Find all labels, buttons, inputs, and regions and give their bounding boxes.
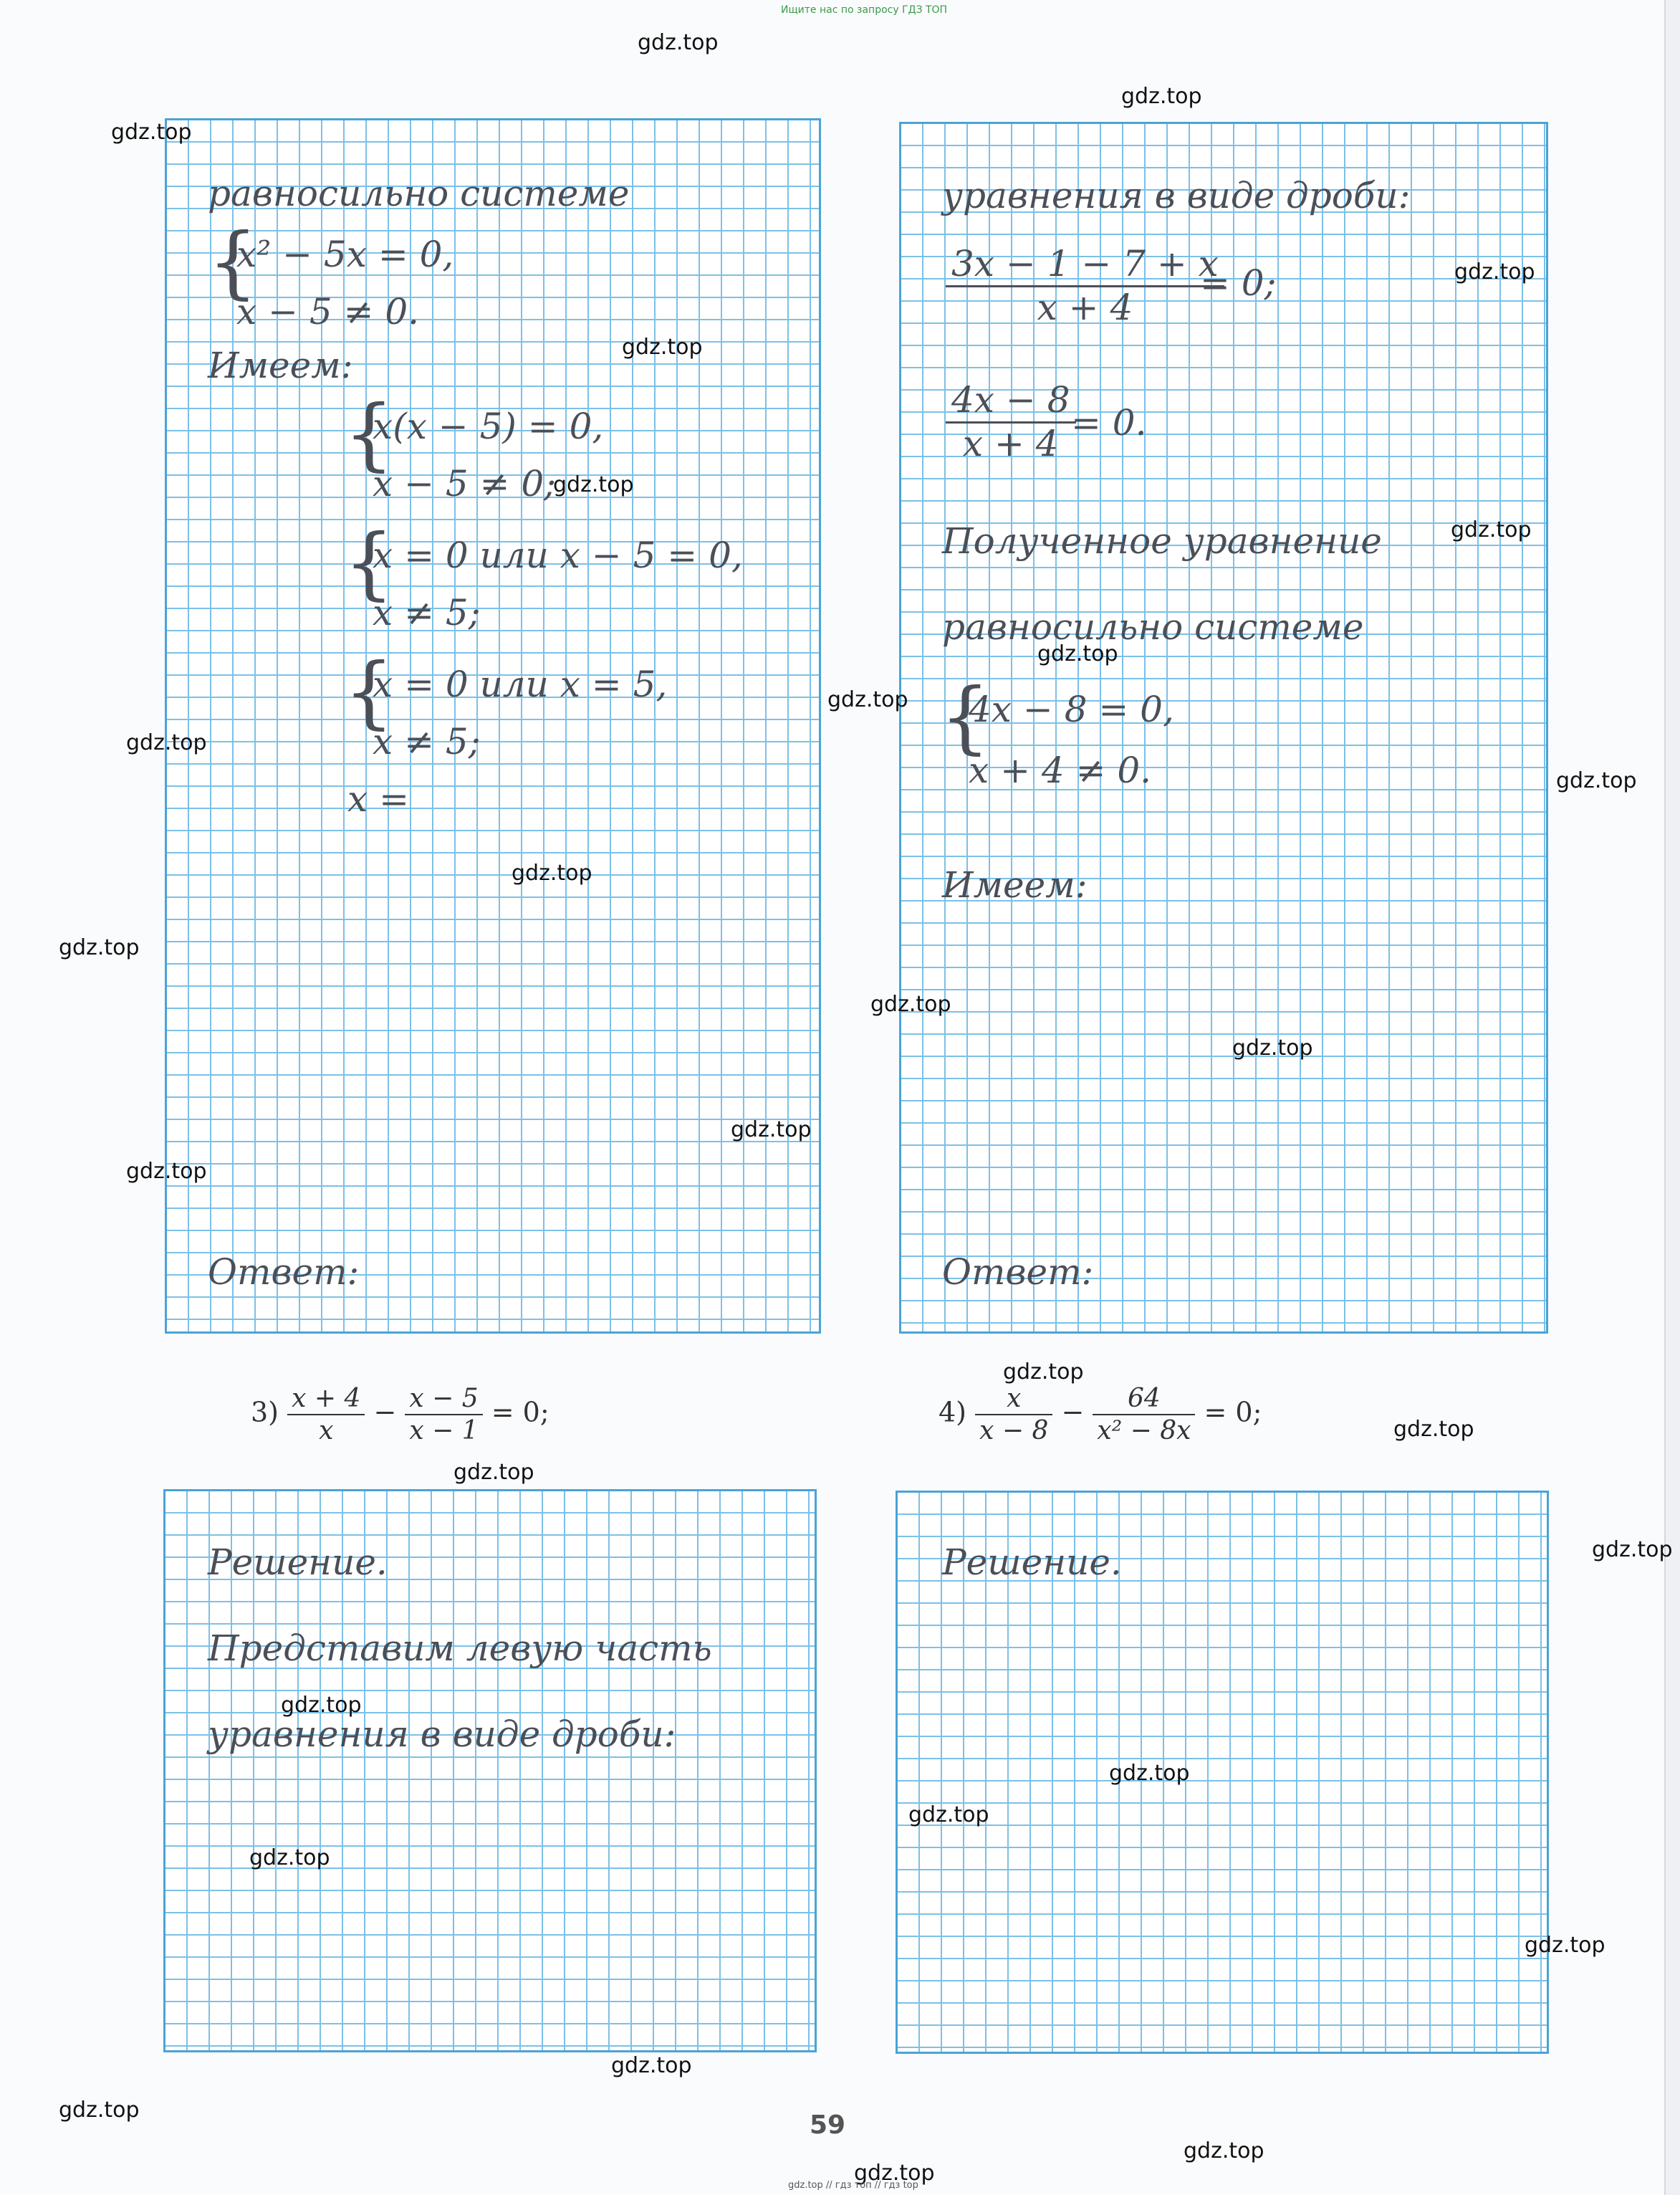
panel3-line1: Решение. <box>208 1541 388 1583</box>
panel1-sys1-a: x² − 5x = 0, <box>236 234 454 275</box>
watermark: gdz.top <box>126 730 207 755</box>
watermark: gdz.top <box>512 861 592 886</box>
watermark: gdz.top <box>827 687 908 712</box>
watermark: gdz.top <box>111 120 192 145</box>
brace-5: { <box>940 671 990 762</box>
panel2-frac2-num: 4x − 8 <box>946 380 1076 424</box>
panel3-line3: уравнения в виде дроби: <box>208 1713 676 1755</box>
panel1-answer: Ответ: <box>208 1251 360 1293</box>
panel3-line2: Представим левую часть <box>208 1627 712 1669</box>
watermark: gdz.top <box>1109 1761 1190 1786</box>
panel2-sys-a: 4x − 8 = 0, <box>969 689 1174 730</box>
brace-4: { <box>344 646 394 737</box>
watermark: gdz.top <box>59 935 140 960</box>
watermark: gdz.top <box>553 472 634 497</box>
task4-fraction-1 <box>975 1383 1052 1446</box>
panel1-line1: равносильно системе <box>208 173 630 214</box>
watermark: gdz.top <box>1003 1359 1084 1385</box>
watermark: gdz.top <box>611 2053 692 2078</box>
brace-2: { <box>344 388 394 479</box>
brace-3: { <box>344 517 394 608</box>
task-3 <box>251 1383 549 1446</box>
panel1-sys2-a: x(x − 5) = 0, <box>373 406 604 447</box>
panel1-sys1-b: x − 5 ≠ 0. <box>236 291 420 333</box>
watermark: gdz.top <box>908 1802 989 1827</box>
watermark: gdz.top <box>249 1845 330 1870</box>
panel2-frac2-rhs: = 0. <box>1071 402 1147 444</box>
panel2-line2: Полученное уравнение <box>942 520 1382 562</box>
watermark: gdz.top <box>1232 1036 1313 1061</box>
task-4 <box>939 1383 1262 1446</box>
watermark: gdz.top <box>1393 1417 1474 1442</box>
watermark: gdz.top <box>854 2161 935 2186</box>
watermark: gdz.top <box>281 1693 362 1718</box>
header-note: Ищите нас по запросу ГДЗ ТОП <box>781 4 948 16</box>
panel1-have: Имеем: <box>208 345 353 386</box>
task4-f2-den: x² − 8x <box>1097 1416 1191 1446</box>
brace-1: { <box>208 216 258 307</box>
task3-fraction-2 <box>405 1383 482 1446</box>
panel1-sys4-b: x ≠ 5; <box>373 721 481 762</box>
task3-f1-num: x + 4 <box>287 1383 365 1415</box>
panel4-line1: Решение. <box>942 1541 1122 1583</box>
task3-f2-den: x − 1 <box>409 1416 479 1446</box>
panel2-frac2-den: x + 4 <box>962 422 1059 464</box>
watermark: gdz.top <box>622 335 703 360</box>
watermark: gdz.top <box>1556 768 1637 793</box>
task4-f1-num: x <box>975 1383 1052 1415</box>
watermark: gdz.top <box>1121 84 1202 109</box>
panel2-answer: Ответ: <box>942 1251 1094 1293</box>
task3-rhs: = 0; <box>491 1396 549 1428</box>
watermark: gdz.top <box>453 1460 534 1485</box>
task4-rhs: = 0; <box>1204 1396 1262 1428</box>
panel2-frac1-num: 3x − 1 − 7 + x <box>946 244 1224 287</box>
watermark: gdz.top <box>1454 259 1535 284</box>
watermark: gdz.top <box>731 1117 812 1142</box>
watermark: gdz.top <box>59 2098 140 2123</box>
task3-fraction-1 <box>287 1383 365 1446</box>
watermark: gdz.top <box>1525 1933 1605 1958</box>
task3-f1-den: x <box>319 1416 334 1446</box>
footer-note: gdz.top // гдз топ // гдз top <box>788 2180 918 2191</box>
panel1-result: x = <box>347 778 409 820</box>
panel2-sys-b: x + 4 ≠ 0. <box>969 750 1152 791</box>
panel2-have: Имеем: <box>942 864 1088 906</box>
panel1-sys3-b: x ≠ 5; <box>373 592 481 633</box>
panel2-line3: равносильно системе <box>942 606 1364 648</box>
watermark: gdz.top <box>1592 1537 1673 1562</box>
panel2-fraction-2 <box>946 380 1076 464</box>
panel2-fraction-1 <box>946 244 1224 328</box>
panel1-sys4-a: x = 0 или x = 5, <box>373 664 668 705</box>
watermark: gdz.top <box>1184 2138 1264 2163</box>
watermark: gdz.top <box>870 992 951 1017</box>
panel1-sys3-a: x = 0 или x − 5 = 0, <box>373 535 743 576</box>
watermark: gdz.top <box>126 1159 207 1184</box>
panel2-line1: уравнения в виде дроби: <box>942 175 1411 216</box>
panel2-frac1-rhs: = 0; <box>1200 262 1277 304</box>
task4-fraction-2 <box>1093 1383 1195 1446</box>
watermark: gdz.top <box>1451 517 1532 542</box>
task4-f1-den: x − 8 <box>979 1416 1049 1446</box>
page-edge <box>1664 0 1680 2195</box>
watermark: gdz.top <box>1037 641 1118 666</box>
task4-label: 4) <box>939 1396 967 1428</box>
panel2-frac1-den: x + 4 <box>1037 286 1133 328</box>
watermark: gdz.top <box>638 30 719 55</box>
task4-minus: − <box>1061 1396 1085 1428</box>
task3-minus: − <box>373 1396 397 1428</box>
task3-f2-num: x − 5 <box>405 1383 482 1415</box>
page-number: 59 <box>810 2110 846 2140</box>
task3-label: 3) <box>251 1396 279 1428</box>
task4-f2-num: 64 <box>1093 1383 1195 1415</box>
panel1-sys2-b: x − 5 ≠ 0; <box>373 463 557 504</box>
